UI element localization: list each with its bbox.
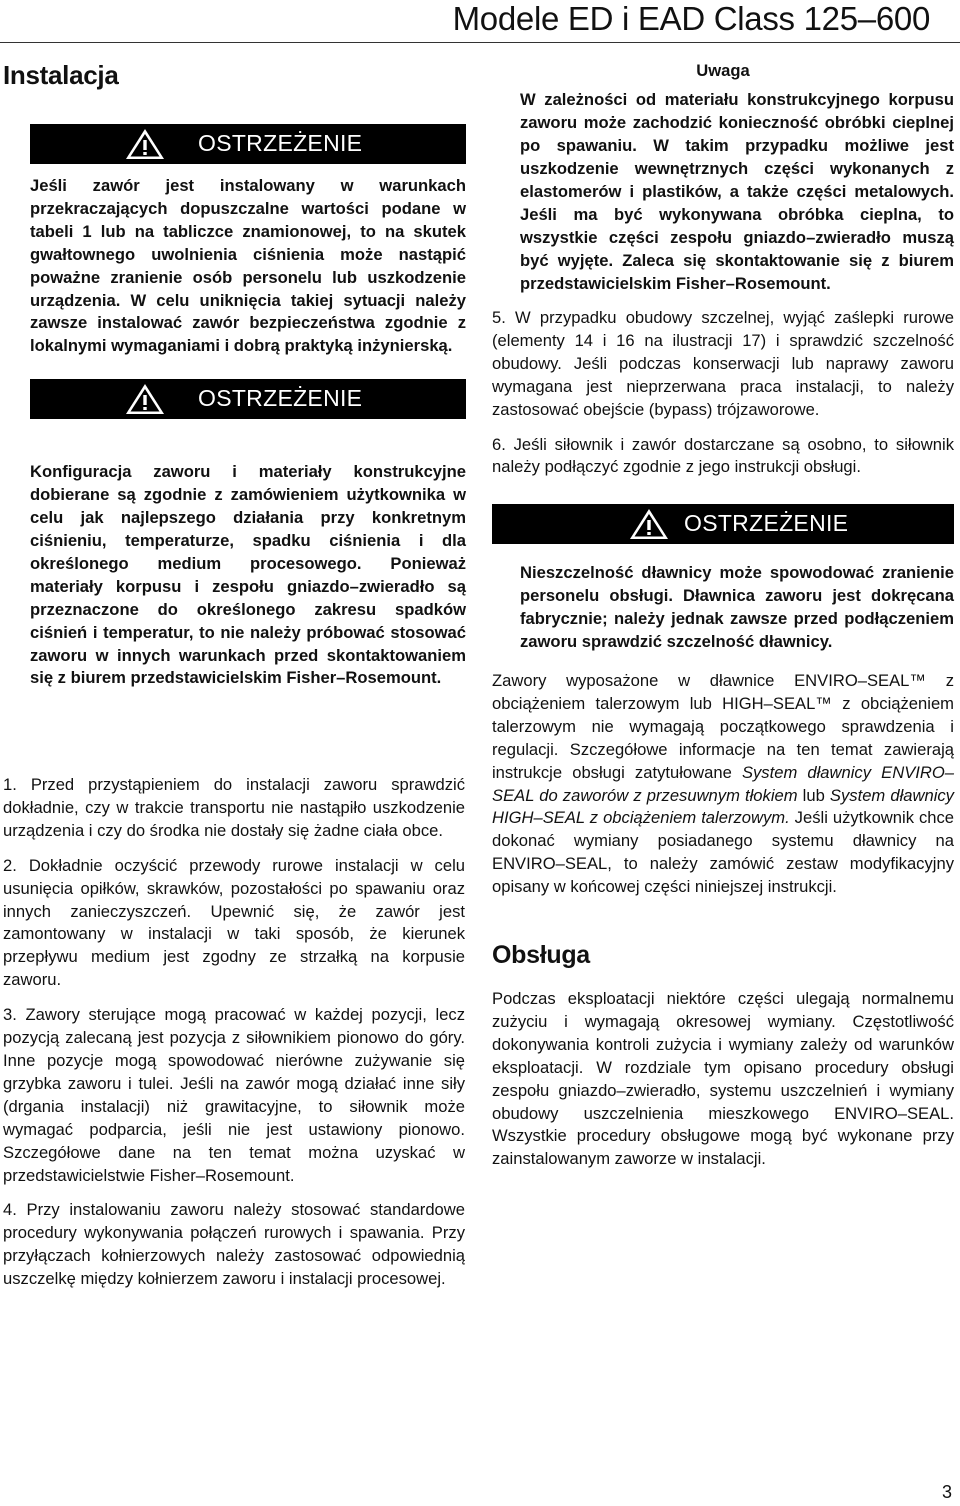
warning-banner: [30, 124, 466, 164]
packing-doc-title: System dławnicy HIGH–SEAL z obciążeniem talerzowym.: [492, 785, 954, 828]
warning-label: OSTRZEŻENIE: [198, 385, 363, 412]
list-item: 5. W przypadku obudowy szczelnej, wyjąć zaślepki rurowe (elementy 14 i 16 na ilustracji 17) i sprawdzić szczelność obudowy. Jeśli podczas konserwacji lub naprawy zaworu wymagana jest nieprzerwana praca instalacji, to należy zastosować obejście (bypass) trójzaworowe.: [492, 308, 954, 419]
warning-text: Konfiguracja zaworu i materiały konstrukcyjne dobierane są zgodnie z zamówieniem użytkownika w celu jak najlepszego działania przy konkretnym ciśnieniu, temperaturze, spadku ciśnienia i dla określonego medium procesowego. Ponieważ materiały korpusu i zespołu gniazdo–zwieradło są przeznaczone do określonego zakresu spadków ciśnień i temperatur, to nie należy próbować stosować zaworu w innych warunkach przed skontaktowaniem się z biurem przedstawicielskim Fisher–Rosemount.: [30, 462, 466, 688]
warning-banner: [30, 379, 466, 419]
left-column: [30, 124, 466, 690]
warning-text: Jeśli zawór jest instalowany w warunkach przekraczających dopuszczalne wartości podane w tabeli 1 lub na tabliczce znamionowej, to na skutek gwałtownego uwolnienia ciśnienia może nastąpić poważne zranienie osób personelu lub uszkodzenie urządzenia. W celu uniknięcia takiej sytuacji należy zawsze instalować zawór bezpieczeństwa zgodnie z lokalnymi wymaganiami i dobrą praktyką inżynierską.: [30, 176, 466, 356]
list-item: 1. Przed przystąpieniem do instalacji zaworu sprawdzić dokładnie, czy w trakcie transportu nie nastąpiło uszkodzenie urządzenia i czy do środka nie dostały się żadne ciała obce.: [3, 775, 465, 840]
warning-triangle-icon: [124, 382, 166, 416]
section-title: Instalacja: [3, 60, 119, 90]
warning-label: OSTRZEŻENIE: [198, 130, 363, 156]
page-header: Modele ED i EAD Class 125–600: [452, 0, 930, 37]
right-column: [492, 60, 954, 1171]
packing-doc-title: System dławnicy ENVIRO–SEAL do zaworów z przesuwnym tłokiem: [492, 762, 955, 805]
steps-list: [3, 774, 465, 1291]
note-title: Uwaga: [696, 61, 750, 80]
list-item: 4. Przy instalowaniu zaworu należy stosować standardowe procedury wykonywania połączeń rurowych i spawania. Przy przyłączach kołnierzowych należy zastosować odpowiednią uszczelkę między kołnierzem zaworu i instalacji procesowej.: [3, 1200, 465, 1289]
packing-text: Jeśli użytkownik chce dokonać wymiany posiadanego systemu dławnicy na ENVIRO–SEAL, to należy zamówić zestaw modyfikacyjny opisany w końcowej części niniejszej instrukcji.: [492, 808, 955, 897]
list-item: 3. Zawory sterujące mogą pracować w każdej pozycji, lecz pozycją zalecaną jest pozycja z siłownikiem pionowo do góry. Inne pozycje mogą spowodować nierówne zużywanie się grzybka zaworu i tulei. Jeśli na zawór mogą działać inne siły (drgania instalacji) niż grawitacyjne, to siłownik może wymagać podparcia, jeśli nie jest ustawiony pionowo. Szczegółowe dane na ten temat można uzyskać w przedstawicielstwie Fisher–Rosemount.: [3, 1005, 465, 1185]
maintenance-text: Podczas eksploatacji niektóre części ulegają normalnemu zużyciu i wymagają okresowej wymiany. Częstotliwość dokonywania kontroli zużycia i wymiany zależy od warunków eksploatacji. W rozdziale tym opisano procedury obsługi zespołu gniazdo–zwieradło, systemu uszczelnień i wymiany obudowy uszczelnienia mieszkowego ENVIRO–SEAL. Wszystkie procedury obsługowe mogą być wykonane przy zainstalowanym zaworze w instalacji.: [492, 989, 954, 1169]
packing-text: Zawory wyposażone w dławnice ENVIRO–SEAL™ z obciążeniem talerzowym lub HIGH–SEAL™ z obciążeniem talerzowym nie wymagają początkowego sprawdzenia i regulacji. Szczegółowe informacje na ten temat zawierają instrukcje obsługi zatytułowane: [492, 670, 954, 782]
header-rule: [0, 42, 960, 43]
warning-text: Nieszczelność dławnicy może spowodować zranienie personelu obsługi. Dławnica zaworu jest dokręcana fabrycznie; należy jednak zawsze przed podłączeniem zaworu sprawdzić szczelność dławnicy.: [520, 563, 954, 652]
warning-triangle-icon: [628, 507, 670, 541]
warning-triangle-icon: [124, 127, 166, 161]
packing-text: lub: [797, 785, 830, 805]
warning-banner: [492, 504, 954, 544]
page-number: 3: [941, 1482, 952, 1502]
list-item: 6. Jeśli siłownik i zawór dostarczane są osobno, to siłownik należy podłączyć zgodnie z jego instrukcji obsługi.: [492, 434, 954, 477]
maintenance-title: Obsługa: [492, 941, 590, 970]
warning-label: OSTRZEŻENIE: [684, 510, 849, 537]
note-text: W zależności od materiału konstrukcyjnego korpusu zaworu może zachodzić konieczność obróbki cieplnej po spawaniu. W takim przypadku możliwe jest uszkodzenie wewnętrznych części wykonanych z elastomerów i plastików, a także części metalowych. Jeśli ma być wykonywana obróbka cieplna, to wszystkie części zespołu gniazdo–zwieradło muszą być wyjęte. Zaleca się skontaktowanie się z biurem przedstawicielskim Fisher–Rosemount.: [520, 90, 954, 293]
list-item: 2. Dokładnie oczyścić przewody rurowe instalacji w celu usunięcia opiłków, skrawków, pozostałości po spawaniu oraz innych zanieczyszczeń. Upewnić się, że zawór jest zamontowany w instalacji w taki sposób, że kierunek przepływu medium jest zgodny ze strzałką na korpusie zaworu.: [3, 855, 465, 990]
packing-paragraph: [492, 670, 954, 899]
